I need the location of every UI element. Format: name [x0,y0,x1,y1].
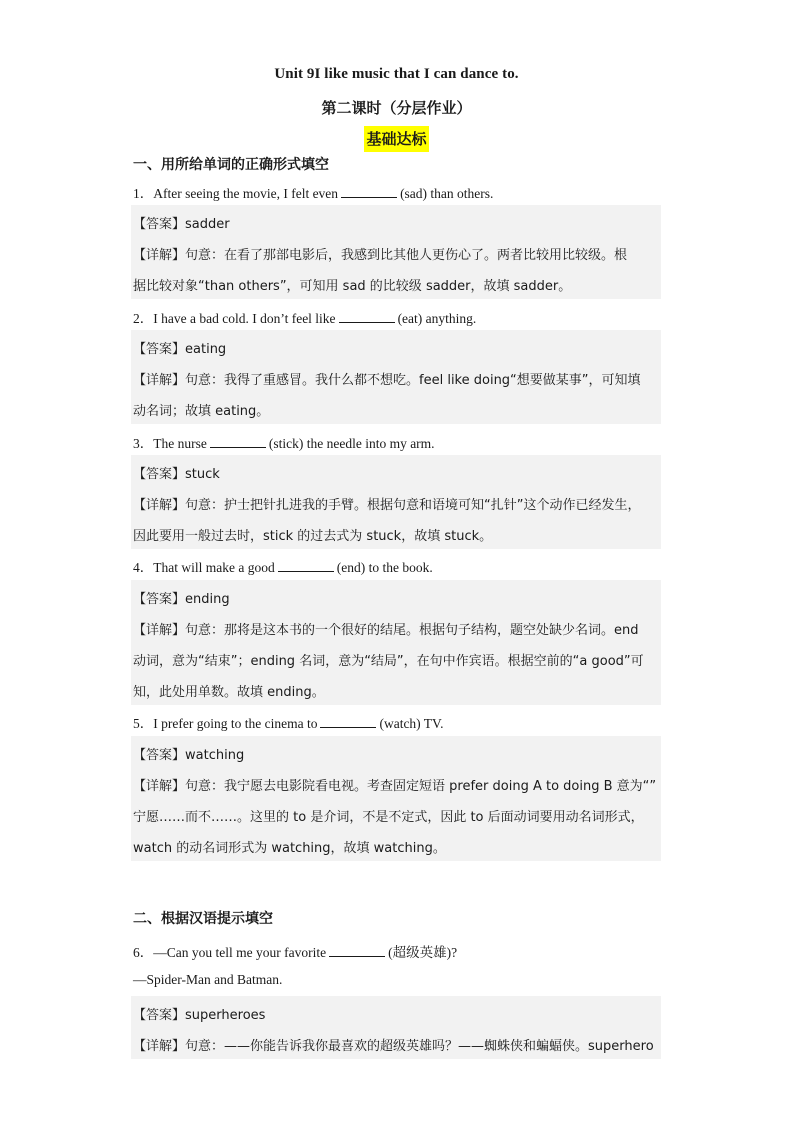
answer-value: stuck [185,467,220,482]
question-number: 6． [133,945,154,960]
answer-blank [339,310,395,323]
explain-text: 句意：——你能告诉我你最喜欢的超级英雄吗？——蜘蛛侠和蝙蝠侠。superhero [185,1039,654,1054]
answer-blank [320,715,376,728]
question-text-before: After seeing the movie, I felt even [153,186,339,201]
question-number: 1． [133,186,154,201]
answer-tag: 【答案】 [133,342,186,357]
answer-value: watching [185,748,245,763]
answer-value: sadder [185,217,230,232]
answer-value: eating [185,342,227,357]
question-text-before: I prefer going to the cinema to [153,716,318,731]
answer-tag: 【答案】 [133,748,186,763]
question-number: 3． [133,436,154,451]
explain-text: 句意：我宁愿去电影院看电视。考查固定短语 prefer doing A to doing B 意为“” [185,779,657,794]
answer-2 [133,338,226,357]
explanation-2-line-1 [133,369,661,388]
answer-tag: 【答案】 [133,467,186,482]
lesson-subtitle: 第二课时（分层作业） [321,99,472,117]
answer-tag: 【答案】 [133,1008,186,1023]
question-text-before: The nurse [153,436,207,451]
answer-blank [210,435,266,448]
explain-text: 句意：护士把针扎进我的手臂。根据句意和语境可知“扎针”这个动作已经发生， [185,498,641,513]
explanation-6-line-1 [133,1035,661,1054]
unit-title: Unit 9I like music that I can dance to. [274,66,519,82]
answer-blank [329,944,385,957]
explanation-4-line-3: 知，此处用单数。故填 ending。 [133,685,325,700]
explain-text: 句意：那将是这本书的一个很好的结尾。根据句子结构，题空处缺少名词。end [185,623,639,638]
explanation-5-line-1 [133,775,661,794]
answer-4 [133,588,230,607]
explanation-1-line-1 [133,244,661,263]
question-1 [133,182,493,202]
explain-tag: 【详解】 [133,623,186,638]
answer-tag: 【答案】 [133,592,186,607]
explanation-4-line-1 [133,619,661,638]
answer-value: superheroes [185,1008,266,1023]
question-2 [133,307,476,327]
explanation-1-line-2: 据比较对象“than others”，可知用 sad 的比较级 sadder，故填 sadder。 [133,279,572,294]
explain-text: 句意：我得了重感冒。我什么都不想吃。feel like doing“想要做某事”，可知填 [185,373,641,388]
explanation-4-line-2: 动词，意为“结束”；ending 名词，意为“结局”，在句中作宾语。根据空前的“a good”可 [133,654,644,669]
explain-tag: 【详解】 [133,498,186,513]
explain-tag: 【详解】 [133,1039,186,1054]
question-number: 4． [133,560,154,575]
section-heading-2: 二、根据汉语提示填空 [133,911,273,927]
explain-tag: 【详解】 [133,779,186,794]
answer-3 [133,463,220,482]
question-4 [133,556,433,576]
answer-tag: 【答案】 [133,217,186,232]
question-text-after: (超级英雄)? [388,945,458,960]
explanation-5-line-2: 宁愿……而不……。这里的 to 是介词，不是不定式，因此 to 后面动词要用动名词形式， [133,810,644,825]
level-highlight: 基础达标 [364,126,428,152]
explanation-5-line-3: watch 的动名词形式为 watching，故填 watching。 [133,841,446,856]
explanation-3-line-1 [133,494,661,513]
explanation-3-line-2: 因此要用一般过去时，stick 的过去式为 stuck，故填 stuck。 [133,529,493,544]
explanation-2-line-2: 动名词；故填 eating。 [133,404,270,419]
question-number: 2． [133,311,154,326]
answer-blank [341,185,397,198]
answer-6 [133,1004,265,1023]
question-text-before: —Can you tell me your favorite [153,945,327,960]
question-6 [133,941,457,961]
question-6-reply: —Spider-Man and Batman. [133,972,283,987]
question-text-before: I have a bad cold. I don’t feel like [153,311,336,326]
question-text-after: (watch) TV. [379,716,444,731]
question-3 [133,432,435,452]
question-text-after: (eat) anything. [397,311,477,326]
question-5 [133,712,443,732]
explain-tag: 【详解】 [133,373,186,388]
question-text-after: (end) to the book. [336,560,433,575]
explain-text: 句意：在看了那部电影后，我感到比其他人更伤心了。两者比较用比较级。根 [185,248,628,263]
question-number: 5． [133,716,154,731]
section-heading-1: 一、用所给单词的正确形式填空 [133,157,329,173]
question-text-before: That will make a good [153,560,275,575]
answer-5 [133,744,244,763]
answer-blank [278,559,334,572]
answer-value: ending [185,592,230,607]
question-text-after: (sad) than others. [400,186,494,201]
answer-1 [133,213,230,232]
question-text-after: (stick) the needle into my arm. [268,436,435,451]
explain-tag: 【详解】 [133,248,186,263]
level-wrap [0,126,793,152]
